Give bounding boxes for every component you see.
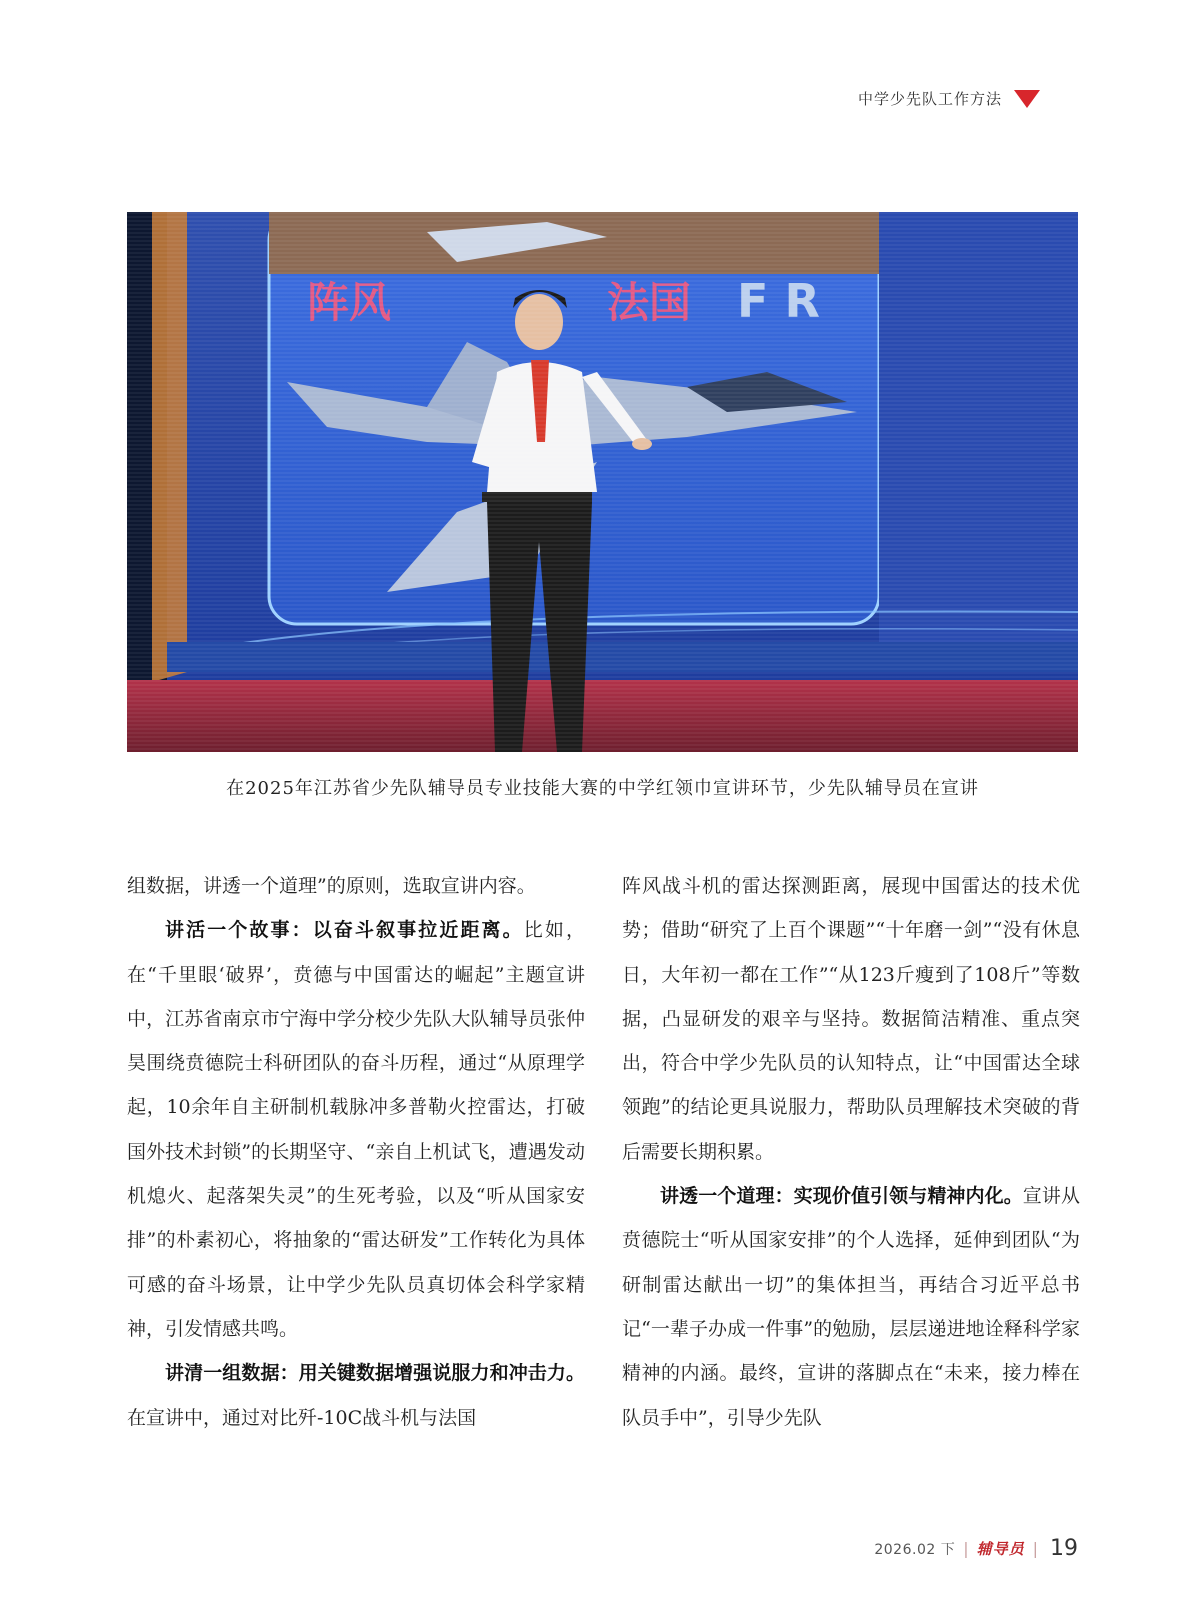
paragraph [127, 908, 585, 1351]
page-number: 19 [1050, 1536, 1078, 1561]
magazine-logo: 辅导员 [976, 1540, 1025, 1558]
left-column [127, 864, 585, 1440]
photo-caption: 在2025年江苏省少先队辅导员专业技能大赛的中学红领巾宣讲环节，少先队辅导员在宣讲 [226, 778, 979, 799]
stage-photo [127, 212, 1078, 752]
paragraph: 阵风战斗机的雷达探测距离，展现中国雷达的技术优势；借助“研究了上百个课题”“十年磨一剑”“没有休息日，大年初一都在工作”“从123斤瘦到了108斤”等数据，凸显研发的艰辛与坚持。数据简洁精准、重点突出，符合中学少先队员的认知特点，让“中国雷达全球领跑”的结论更具说服力，帮助队员理解技术突破的背后需要长期积累。 [622, 875, 1080, 1163]
red-triangle-icon [1014, 90, 1040, 108]
running-header [858, 88, 1040, 109]
divider: | [963, 1539, 969, 1558]
paragraph [127, 1351, 585, 1440]
subheading: 讲活一个故事：以奋斗叙事拉近距离。 [165, 919, 524, 942]
section-title: 中学少先队工作方法 [857, 90, 1002, 108]
issue-date: 2026.02 下 [874, 1541, 956, 1558]
subheading: 讲清一组数据：用关键数据增强说服力和冲击力。 [165, 1362, 585, 1385]
paragraph [622, 1174, 1080, 1440]
divider: | [1032, 1539, 1038, 1558]
paragraph-text: 比如，在“千里眼‘破界’，贲德与中国雷达的崛起”主题宣讲中，江苏省南京市宁海中学分校少先队大队辅导员张仲昊围绕贲德院士科研团队的奋斗历程，通过“从原理学起，10余年自主研制机载脉冲多普勒火控雷达，打破国外技术封锁”的长期坚守、“亲自上机试飞，遭遇发动机熄火、起落架失灵”的生死考验，以及“听从国家安排”的朴素初心，将抽象的“雷达研发”工作转化为具体可感的奋斗场景，让中学少先队员真切体会科学家精神，引发情感共鸣。 [127, 919, 585, 1340]
paragraph: 组数据，讲透一个道理”的原则，选取宣讲内容。 [127, 875, 536, 897]
page-footer [874, 1536, 1078, 1561]
right-column [622, 864, 1080, 1440]
paragraph-text: 在宣讲中，通过对比歼-10C战斗机与法国 [127, 1406, 477, 1429]
paragraph-text: 宣讲从贲德院士“听从国家安排”的个人选择，延伸到团队“为研制雷达献出一切”的集体担当，再结合习近平总书记“一辈子办成一件事”的勉励，层层递进地诠释科学家精神的内涵。最终，宣讲的落脚点在“未来，接力棒在队员手中”，引导少先队 [622, 1185, 1080, 1429]
subheading: 讲透一个道理：实现价值引领与精神内化。 [660, 1185, 1023, 1208]
